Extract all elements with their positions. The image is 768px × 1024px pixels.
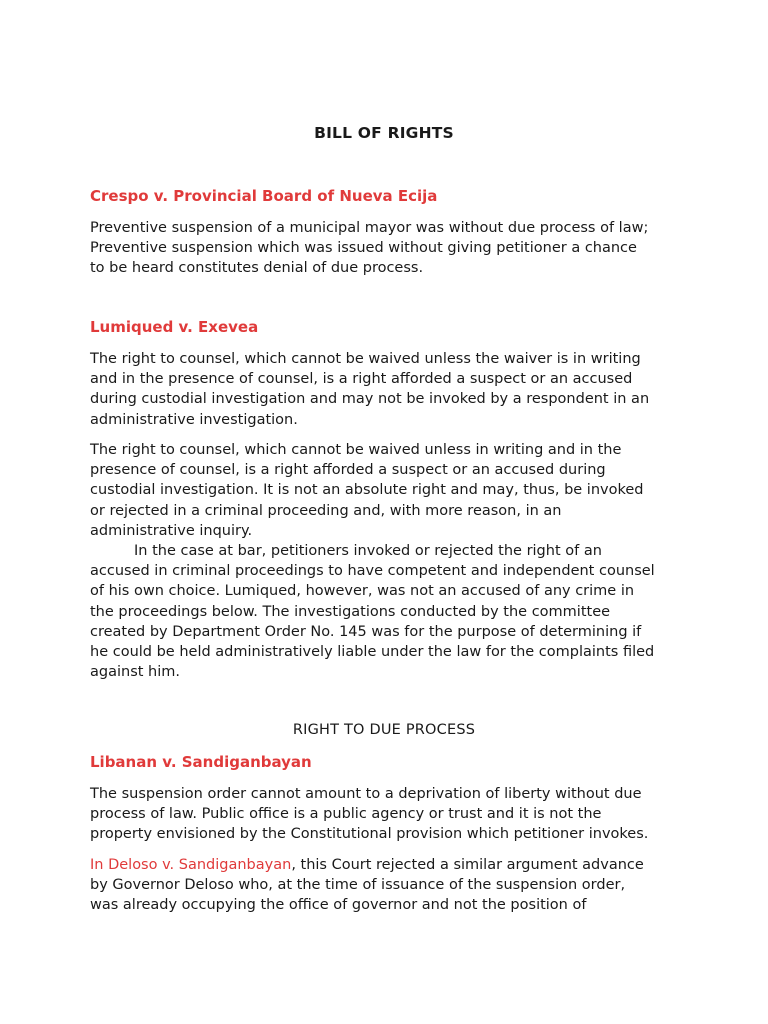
text-line: to be heard constitutes denial of due process. [90,260,424,277]
text-line: Preventive suspension of a municipal mayor was without due process of law; [90,220,649,236]
text-line: The right to counsel, which cannot be waived unless the waiver is in writing [90,351,641,367]
text-line: created by Department Order No. 145 was for the purpose of determining if [90,623,642,640]
text-line: property envisioned by the Constitutional provision which petitioner invokes. [90,826,649,843]
text-line: administrative investigation. [90,411,298,428]
text-line: he could be held administratively liable under the law for the complaints filed [90,644,655,661]
case-heading-libanan: Libanan v. Sandiganbayan [90,753,312,771]
text-line: by Governor Deloso who, at the time of issuance of the suspension order, [90,877,626,894]
text-line: and in the presence of counsel, is a right afforded a suspect or an accused [90,371,633,388]
text-line: In the case at bar, petitioners invoked or rejected the right of an [134,543,602,560]
case-paragraph-libanan-1 [90,784,690,845]
case-paragraph-lumiqued-2 [90,440,690,682]
text-line: accused in criminal proceedings to have competent and independent counsel [90,563,655,580]
text-line: process of law. Public office is a public agency or trust and it is not the [90,806,602,823]
text-segment: , this Court rejected a similar argument advance [291,857,644,873]
text-line: The suspension order cannot amount to a deprivation of liberty without due [90,786,642,802]
section-title-due-process: RIGHT TO DUE PROCESS [292,722,476,738]
case-paragraph-libanan-2 [90,855,690,916]
text-line: administrative inquiry. [90,522,253,539]
text-line: or rejected in a criminal proceeding and, with more reason, in an [90,502,562,519]
case-heading-crespo: Crespo v. Provincial Board of Nueva Ecija [90,187,438,205]
text-line: was already occupying the office of governor and not the position of [90,897,587,914]
text-line: the proceedings below. The investigations conducted by the committee [90,603,611,620]
text-line: custodial investigation. It is not an absolute right and may, thus, be invoked [90,482,644,499]
case-reference-link[interactable]: In Deloso v. Sandiganbayan [90,857,292,873]
text-line: during custodial investigation and may not be invoked by a respondent in an [90,391,650,408]
text-line: presence of counsel, is a right afforded a suspect or an accused during [90,462,606,479]
text-line: Preventive suspension which was issued without giving petitioner a chance [90,240,637,257]
text-line: of his own choice. Lumiqued, however, was not an accused of any crime in [90,583,635,600]
text-line [90,855,690,875]
case-paragraph-lumiqued-1 [90,349,690,430]
case-paragraph-crespo [90,218,690,279]
text-line: against him. [90,664,180,681]
page-title: BILL OF RIGHTS [314,124,454,142]
text-line: The right to counsel, which cannot be waived unless in writing and in the [90,442,622,458]
case-heading-lumiqued: Lumiqued v. Exevea [90,318,259,336]
